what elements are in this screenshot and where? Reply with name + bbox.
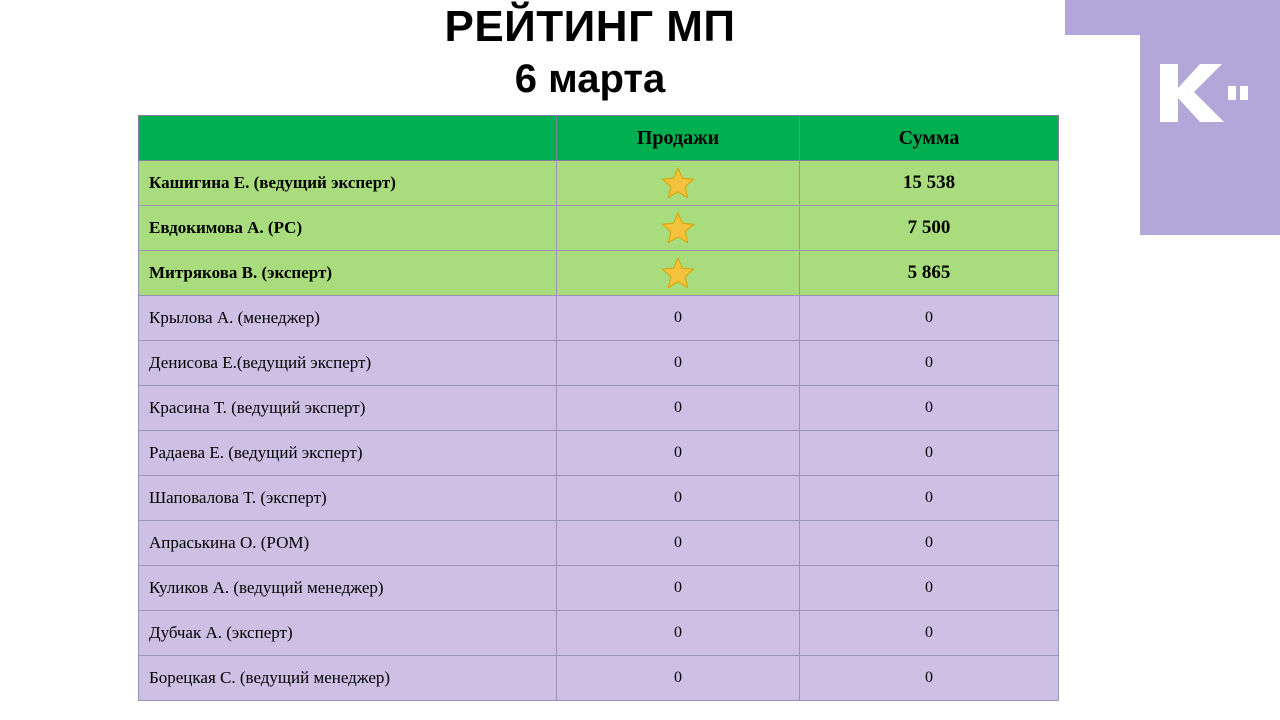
cell-employee-name: Борецкая С. (ведущий менеджер) bbox=[139, 656, 557, 701]
cell-employee-name: Шаповалова Т. (эксперт) bbox=[139, 476, 557, 521]
cell-sales: 0 bbox=[557, 386, 800, 431]
cell-sales: 0 bbox=[557, 566, 800, 611]
table-row bbox=[139, 656, 1059, 701]
cell-sales: 0 bbox=[557, 656, 800, 701]
cell-sales: 0 bbox=[557, 341, 800, 386]
title-line-2: 6 марта bbox=[514, 56, 666, 101]
table-row bbox=[139, 161, 1059, 206]
cell-sum: 0 bbox=[800, 386, 1059, 431]
table-row bbox=[139, 521, 1059, 566]
cell-sales: 0 bbox=[557, 521, 800, 566]
cell-employee-name: Красина Т. (ведущий эксперт) bbox=[139, 386, 557, 431]
table-row bbox=[139, 611, 1059, 656]
table-row bbox=[139, 476, 1059, 521]
page-title bbox=[0, 2, 1180, 105]
table-row bbox=[139, 206, 1059, 251]
rating-table bbox=[138, 115, 1059, 701]
cell-employee-name: Евдокимова А. (РС) bbox=[139, 206, 557, 251]
cell-sales: 0 bbox=[557, 476, 800, 521]
title-line-1: РЕЙТИНГ МП bbox=[444, 2, 736, 51]
cell-sum: 7 500 bbox=[800, 206, 1059, 251]
cell-employee-name: Радаева Е. (ведущий эксперт) bbox=[139, 431, 557, 476]
cell-sales: 0 bbox=[557, 296, 800, 341]
star-icon bbox=[661, 166, 695, 200]
table-row bbox=[139, 386, 1059, 431]
cell-employee-name: Кашигина Е. (ведущий эксперт) bbox=[139, 161, 557, 206]
cell-sum: 0 bbox=[800, 296, 1059, 341]
cell-sum: 0 bbox=[800, 521, 1059, 566]
cell-sum: 5 865 bbox=[800, 251, 1059, 296]
cell-employee-name: Денисова Е.(ведущий эксперт) bbox=[139, 341, 557, 386]
cell-employee-name: Куликов А. (ведущий менеджер) bbox=[139, 566, 557, 611]
cell-sum: 0 bbox=[800, 476, 1059, 521]
cell-employee-name: Дубчак А. (эксперт) bbox=[139, 611, 557, 656]
table-row bbox=[139, 296, 1059, 341]
star-icon bbox=[661, 256, 695, 290]
column-header-sales: Продажи bbox=[557, 116, 800, 161]
cell-sales bbox=[557, 161, 800, 206]
table-row bbox=[139, 431, 1059, 476]
table-row bbox=[139, 341, 1059, 386]
cell-sales bbox=[557, 206, 800, 251]
cell-sum: 0 bbox=[800, 341, 1059, 386]
column-header-name bbox=[139, 116, 557, 161]
table-row bbox=[139, 566, 1059, 611]
rating-table-container bbox=[138, 115, 1058, 701]
cell-sum: 0 bbox=[800, 566, 1059, 611]
cell-sum: 0 bbox=[800, 611, 1059, 656]
cell-sum: 0 bbox=[800, 431, 1059, 476]
cell-sum: 0 bbox=[800, 656, 1059, 701]
cell-sales: 0 bbox=[557, 431, 800, 476]
cell-sales: 0 bbox=[557, 611, 800, 656]
cell-sum: 15 538 bbox=[800, 161, 1059, 206]
cell-employee-name: Крылова А. (менеджер) bbox=[139, 296, 557, 341]
cell-sales bbox=[557, 251, 800, 296]
cell-employee-name: Митрякова В. (эксперт) bbox=[139, 251, 557, 296]
table-row bbox=[139, 251, 1059, 296]
cell-employee-name: Апраськина О. (РОМ) bbox=[139, 521, 557, 566]
column-header-sum: Сумма bbox=[800, 116, 1059, 161]
star-icon bbox=[661, 211, 695, 245]
table-header-row bbox=[139, 116, 1059, 161]
